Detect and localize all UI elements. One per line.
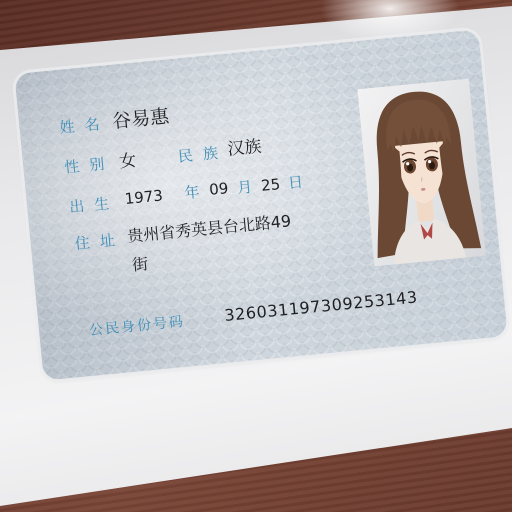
- birth-year: 1973: [123, 186, 164, 208]
- birth-day: 25: [260, 175, 282, 195]
- month-unit: 月: [236, 177, 254, 198]
- birth-label: 出生: [68, 193, 120, 217]
- address-label: 住址: [74, 230, 126, 253]
- address-line-1: 贵州省秀英县台北路49: [126, 211, 292, 246]
- ethnicity-label: 民族: [177, 142, 229, 166]
- id-card: [14, 29, 507, 380]
- year-unit: 年: [183, 182, 201, 203]
- birth-month: 09: [208, 179, 230, 199]
- sex-value: 女: [118, 150, 138, 173]
- name-value: 谷易惠: [111, 105, 171, 133]
- name-label: 姓名: [58, 114, 111, 137]
- day-unit: 日: [287, 172, 304, 193]
- id-number-label: 公民身份号码: [88, 313, 186, 340]
- portrait-photo: [357, 78, 486, 266]
- address-line-2: 街: [131, 254, 150, 275]
- portrait-illustration: [357, 78, 486, 266]
- ethnicity-value: 汉族: [226, 136, 263, 160]
- id-number-value: 326031197309253143: [223, 287, 419, 325]
- sex-label: 性别: [63, 153, 116, 177]
